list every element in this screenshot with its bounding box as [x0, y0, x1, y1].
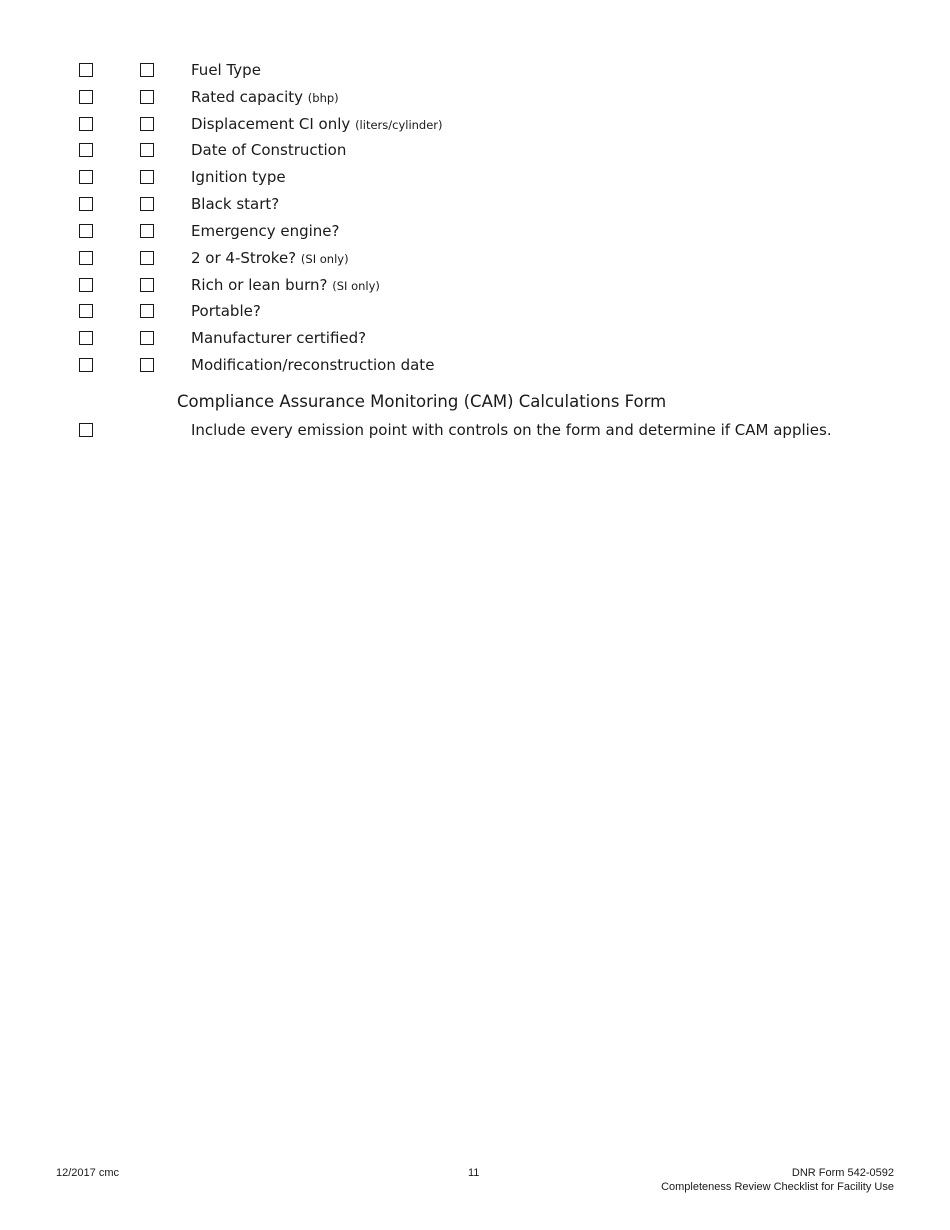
checkbox-col1[interactable]	[79, 170, 93, 184]
checkbox-col1[interactable]	[79, 63, 93, 77]
item-label: Displacement CI only (liters/cylinder)	[191, 115, 443, 133]
checkbox-col2[interactable]	[140, 331, 154, 345]
checklist-row-stroke	[0, 249, 900, 271]
item-note: (SI only)	[300, 252, 349, 266]
footer-date: 12/2017 cmc	[56, 1167, 119, 1179]
checklist-row-date-of-construction	[0, 141, 900, 163]
checkbox-col1[interactable]	[79, 90, 93, 104]
checklist-row-emergency-engine	[0, 222, 900, 244]
item-label: Ignition type	[191, 168, 286, 186]
checkbox-col1[interactable]	[79, 278, 93, 292]
checkbox-col1[interactable]	[79, 358, 93, 372]
checklist-row-black-start	[0, 195, 900, 217]
footer-form-title: Completeness Review Checklist for Facility Use	[661, 1181, 894, 1193]
checkbox-col1[interactable]	[79, 251, 93, 265]
item-label: Black start?	[191, 195, 280, 213]
checkbox-col2[interactable]	[140, 358, 154, 372]
checkbox-col2[interactable]	[140, 278, 154, 292]
cam-section-heading: Compliance Assurance Monitoring (CAM) Calculations Form	[177, 392, 667, 411]
checkbox-col2[interactable]	[140, 197, 154, 211]
checklist-row-portable	[0, 302, 900, 324]
checklist-row-rated-capacity	[0, 88, 900, 110]
checklist-row-ignition-type	[0, 168, 900, 190]
cam-item-label: Include every emission point with controls on the form and determine if CAM applies.	[191, 421, 832, 439]
checkbox-col2[interactable]	[140, 224, 154, 238]
item-label: Date of Construction	[191, 141, 347, 159]
item-note: (bhp)	[307, 91, 339, 105]
checkbox-col1[interactable]	[79, 117, 93, 131]
checklist-row-cam	[0, 421, 900, 443]
checkbox-col1[interactable]	[79, 224, 93, 238]
checkbox-col2[interactable]	[140, 170, 154, 184]
item-note: (liters/cylinder)	[355, 118, 443, 132]
checklist-row-rich-or-lean-burn	[0, 276, 900, 298]
checkbox-col2[interactable]	[140, 304, 154, 318]
checkbox-col2[interactable]	[140, 117, 154, 131]
checklist-row-fuel-type	[0, 61, 900, 83]
checkbox-col1[interactable]	[79, 304, 93, 318]
item-label: Modification/reconstruction date	[191, 356, 435, 374]
checklist-row-modification-date	[0, 356, 900, 378]
item-label: Portable?	[191, 302, 261, 320]
item-label: Rated capacity (bhp)	[191, 88, 339, 106]
item-label: Rich or lean burn? (SI only)	[191, 276, 380, 294]
item-label: 2 or 4-Stroke? (SI only)	[191, 249, 349, 267]
footer-page-number: 11	[468, 1167, 480, 1179]
checkbox-col1[interactable]	[79, 197, 93, 211]
checkbox-col1[interactable]	[79, 143, 93, 157]
footer-form-info	[661, 1166, 894, 1194]
item-label: Emergency engine?	[191, 222, 340, 240]
footer-form-number: DNR Form 542-0592	[791, 1167, 894, 1179]
checkbox-col1[interactable]	[79, 331, 93, 345]
checkbox-cam[interactable]	[79, 423, 93, 437]
item-label: Fuel Type	[191, 61, 261, 79]
checkbox-col2[interactable]	[140, 63, 154, 77]
checkbox-col2[interactable]	[140, 251, 154, 265]
checklist-row-manufacturer-certified	[0, 329, 900, 351]
checkbox-col2[interactable]	[140, 143, 154, 157]
checklist-row-displacement	[0, 115, 900, 137]
item-label: Manufacturer certified?	[191, 329, 367, 347]
item-note: (SI only)	[332, 279, 380, 293]
checkbox-col2[interactable]	[140, 90, 154, 104]
